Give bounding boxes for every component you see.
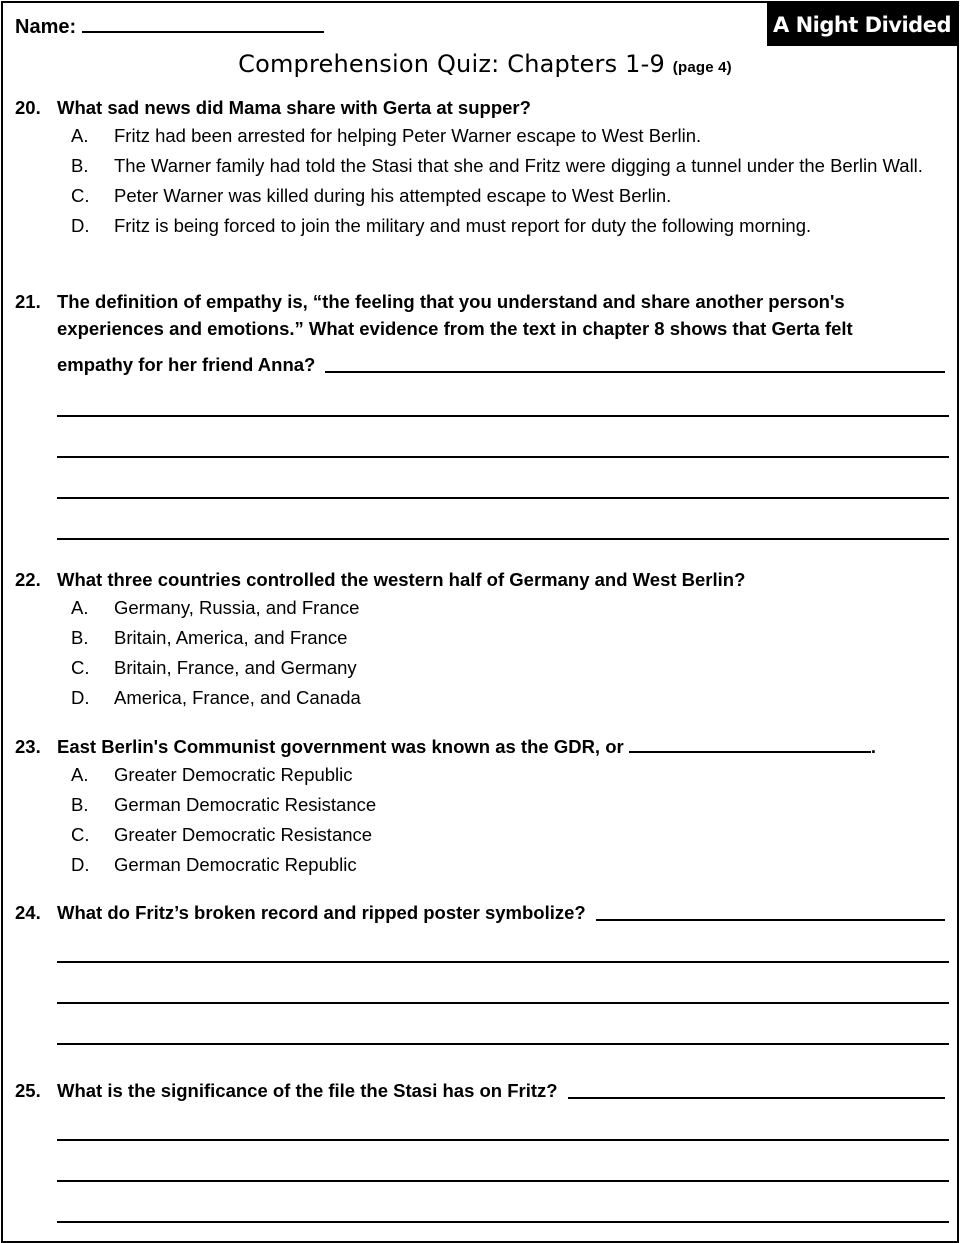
option-c[interactable] <box>71 655 945 681</box>
option-letter: A. <box>71 125 89 146</box>
answer-options <box>71 123 945 239</box>
option-text: Greater Democratic Resistance <box>114 824 373 845</box>
question-25 <box>15 1077 945 1104</box>
book-title-badge: A Night Divided <box>767 3 957 46</box>
question-text: What do Fritz’s broken record and ripped poster symbolize? <box>57 902 586 923</box>
option-d[interactable] <box>71 213 945 239</box>
option-letter: C. <box>71 185 90 206</box>
option-letter: A. <box>71 597 89 618</box>
option-letter: B. <box>71 155 89 176</box>
option-text: America, France, and Canada <box>114 687 361 708</box>
option-b[interactable] <box>71 153 945 179</box>
answer-line[interactable] <box>57 1002 949 1004</box>
question-number: 23. <box>15 736 41 757</box>
option-a[interactable] <box>71 123 945 149</box>
question-number: 25. <box>15 1080 41 1101</box>
option-letter: D. <box>71 854 90 875</box>
question-text-continued: empathy for her friend Anna? <box>57 354 316 375</box>
option-letter: B. <box>71 794 89 815</box>
page-title <box>3 50 960 78</box>
option-text: The Warner family had told the Stasi that she and Fritz were digging a tunnel under the Berlin Wall. <box>114 155 923 176</box>
option-letter: D. <box>71 215 90 236</box>
option-letter: A. <box>71 764 89 785</box>
answer-line[interactable] <box>57 1043 949 1045</box>
option-letter: C. <box>71 657 90 678</box>
answer-line[interactable] <box>57 961 949 963</box>
question-text: East Berlin's Communist government was known as the GDR, or <box>57 736 624 757</box>
question-21 <box>15 288 945 378</box>
option-text: Britain, France, and Germany <box>114 657 357 678</box>
option-c[interactable] <box>71 183 945 209</box>
option-letter: D. <box>71 687 90 708</box>
answer-blank[interactable] <box>629 733 871 753</box>
option-text: German Democratic Resistance <box>114 794 377 815</box>
option-text: German Democratic Republic <box>114 854 357 875</box>
answer-line[interactable] <box>57 415 949 417</box>
option-a[interactable] <box>71 595 945 621</box>
name-blank[interactable] <box>82 13 324 33</box>
question-text: The definition of empathy is, “the feeling that you understand and share another person's experiences and emotions.” What evidence from the text in chapter 8 shows that Gerta felt <box>57 291 853 339</box>
option-text: Britain, America, and France <box>114 627 348 648</box>
worksheet-page <box>1 1 959 1243</box>
question-20 <box>15 94 945 243</box>
question-text: What is the significance of the file the Stasi has on Fritz? <box>57 1080 558 1101</box>
option-d[interactable] <box>71 852 945 878</box>
question-24 <box>15 899 945 926</box>
question-text: What three countries controlled the western half of Germany and West Berlin? <box>57 569 746 590</box>
answer-line[interactable] <box>57 497 949 499</box>
question-text: What sad news did Mama share with Gerta at supper? <box>57 97 531 118</box>
answer-line[interactable] <box>57 538 949 540</box>
option-d[interactable] <box>71 685 945 711</box>
answer-options <box>71 762 945 878</box>
option-b[interactable] <box>71 625 945 651</box>
option-text: Fritz had been arrested for helping Peter Warner escape to West Berlin. <box>114 125 702 146</box>
answer-line[interactable] <box>57 456 949 458</box>
option-b[interactable] <box>71 792 945 818</box>
answer-line[interactable] <box>57 1180 949 1182</box>
question-22 <box>15 566 945 715</box>
name-label: Name: <box>15 16 77 38</box>
option-c[interactable] <box>71 822 945 848</box>
option-letter: B. <box>71 627 89 648</box>
answer-line[interactable] <box>57 1221 949 1223</box>
option-letter: C. <box>71 824 90 845</box>
question-number: 24. <box>15 902 41 923</box>
option-text: Peter Warner was killed during his attempted escape to West Berlin. <box>114 185 672 206</box>
answer-line[interactable] <box>57 1139 949 1141</box>
question-number: 22. <box>15 569 41 590</box>
question-text-end: . <box>870 736 876 757</box>
answer-blank[interactable] <box>596 918 945 921</box>
option-a[interactable] <box>71 762 945 788</box>
quiz-title-text: Comprehension Quiz: Chapters 1-9 <box>238 50 665 78</box>
option-text: Greater Democratic Republic <box>114 764 353 785</box>
name-field-row <box>15 13 324 39</box>
question-number: 21. <box>15 291 41 312</box>
question-number: 20. <box>15 97 41 118</box>
option-text: Fritz is being forced to join the military and must report for duty the following morning. <box>114 215 812 236</box>
answer-blank[interactable] <box>325 370 945 373</box>
option-text: Germany, Russia, and France <box>114 597 360 618</box>
answer-blank[interactable] <box>568 1096 945 1099</box>
answer-options <box>71 595 945 711</box>
page-number-label: (page 4) <box>672 59 732 76</box>
question-23 <box>15 733 945 882</box>
